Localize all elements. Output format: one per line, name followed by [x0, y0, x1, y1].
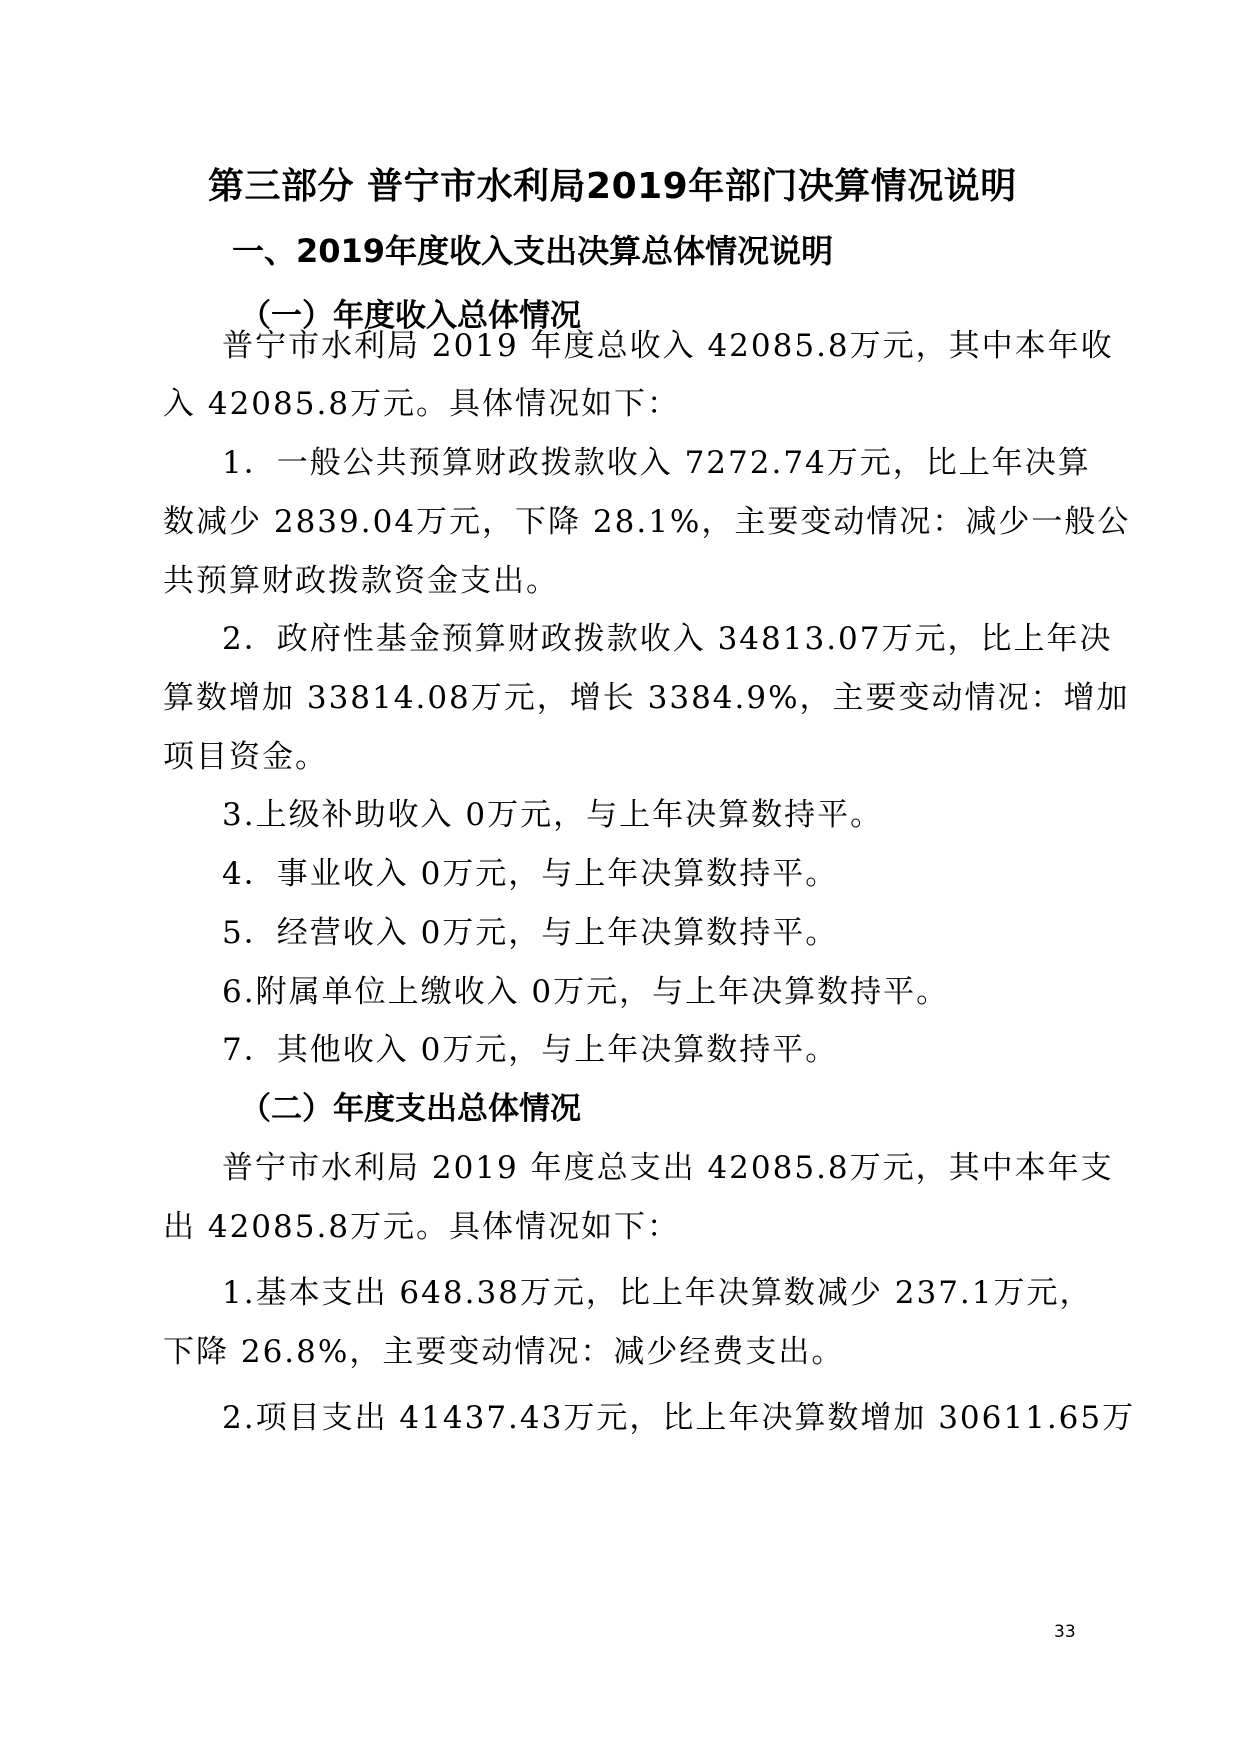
paragraph-line: 2.项目支出 41437.43万元，比上年决算数增加 30611.65万 [222, 1400, 1136, 1436]
paragraph-line: 入 42085.8万元。具体情况如下： [163, 386, 681, 422]
paragraph-line: 3.上级补助收入 0万元，与上年决算数持平。 [222, 797, 884, 833]
page-title: 第三部分 普宁市水利局2019年部门决算情况说明 [208, 166, 1017, 207]
paragraph-line: 普宁市水利局 2019 年度总收入 42085.8万元，其中本年收 [222, 328, 1114, 364]
paragraph-line: 6.附属单位上缴收入 0万元，与上年决算数持平。 [222, 974, 950, 1010]
paragraph-line: 算数增加 33814.08万元，增长 3384.9%，主要变动情况：增加 [163, 680, 1130, 716]
subsection-heading-expense: （二）年度支出总体情况 [240, 1091, 581, 1127]
subsection-heading-income: （一）年度收入总体情况 [240, 298, 581, 334]
paragraph-line: 7．其他收入 0万元，与上年决算数持平。 [222, 1032, 839, 1068]
page-number: 33 [1054, 1622, 1076, 1642]
section-heading: 一、2019年度收入支出决算总体情况说明 [232, 232, 834, 270]
paragraph-line: 共预算财政拨款资金支出。 [163, 563, 559, 599]
paragraph-line: 下降 26.8%，主要变动情况：减少经费支出。 [163, 1334, 845, 1370]
paragraph-line: 4．事业收入 0万元，与上年决算数持平。 [222, 856, 839, 892]
paragraph-line: 2．政府性基金预算财政拨款收入 34813.07万元，比上年决 [222, 621, 1113, 657]
paragraph-line: 1．一般公共预算财政拨款收入 7272.74万元，比上年决算 [222, 445, 1091, 481]
paragraph-line: 出 42085.8万元。具体情况如下： [163, 1209, 681, 1245]
paragraph-line: 1.基本支出 648.38万元，比上年决算数减少 237.1万元， [222, 1275, 1093, 1311]
paragraph-line: 5．经营收入 0万元，与上年决算数持平。 [222, 915, 839, 951]
paragraph-line: 数减少 2839.04万元，下降 28.1%，主要变动情况：减少一般公 [163, 504, 1131, 540]
paragraph-line: 普宁市水利局 2019 年度总支出 42085.8万元，其中本年支 [222, 1150, 1114, 1186]
paragraph-line: 项目资金。 [163, 739, 328, 775]
